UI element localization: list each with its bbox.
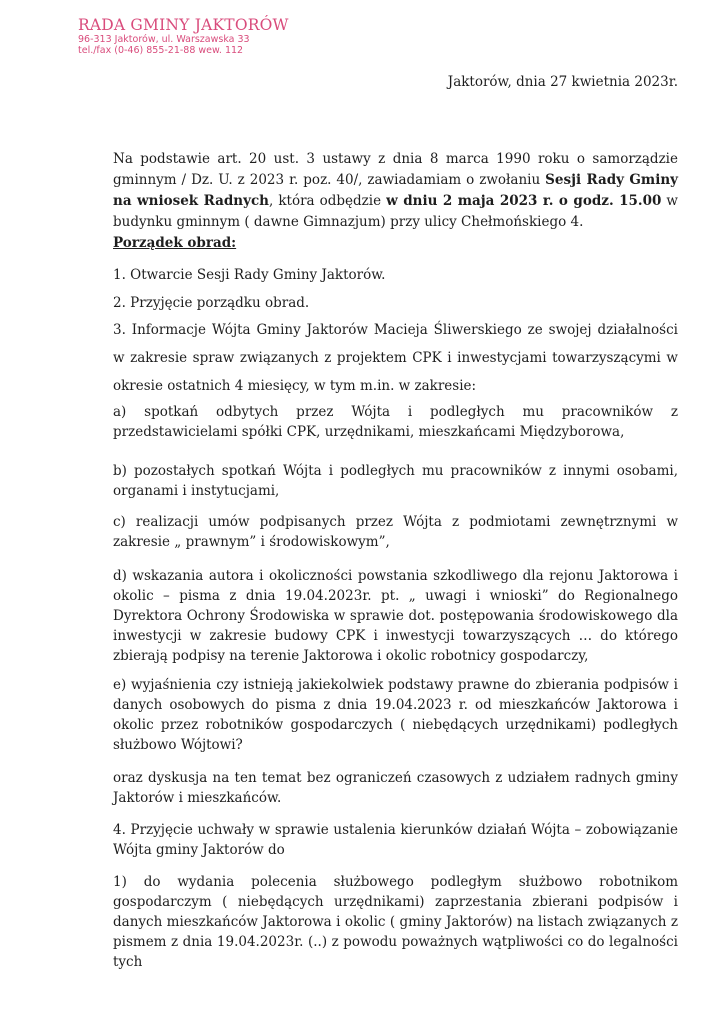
agenda-item-4: 4. Przyjęcie uchwały w sprawie ustalenia kierunków działań Wójta – zobowiązanie Wójta gminy Jaktorów do [113,822,678,858]
agenda-heading: Porządek obrad: [113,235,237,251]
org-name: RADA GMINY JAKTORÓW [78,16,289,34]
agenda-discussion: oraz dyskusja na ten temat bez ograniczeń czasowych z udziałem radnych gminy Jaktorów i mieszkańców. [113,770,678,806]
intro-block [113,149,678,254]
org-address: 96-313 Jaktorów, ul. Warszawska 33 [78,33,250,45]
agenda-item-1: 1. Otwarcie Sesji Rady Gminy Jaktorów. [113,267,386,283]
letterhead-stamp [78,17,289,57]
agenda-item-3c: c) realizacji umów podpisanych przez Wójta z podmiotami zewnętrznymi w zakresie „ prawnym” i środowiskowym”, [113,514,678,550]
agenda-item-3e: e) wyjaśnienia czy istnieją jakiekolwiek podstawy prawne do zbierania podpisów i danych osobowych do pisma z dnia 19.04.2023 r. od mieszkańców Jaktorowa i okolic przez robotników gospodarczych ( niebędących urzędnikami) podległych służbowo Wójtowi? [113,677,678,753]
intro-text: w budynku gminnym ( dawne Gimnazjum) przy ulicy Chełmońskiego 4. [113,193,678,230]
agenda-item-3b: b) pozostałych spotkań Wójta i podległych mu pracowników z innymi osobami, organami i instytucjami, [113,463,678,499]
agenda-item-2: 2. Przyjęcie porządku obrad. [113,295,310,311]
date-line: Jaktorów, dnia 27 kwietnia 2023r. [447,74,678,90]
agenda-item-3a: a) spotkań odbytych przez Wójta i podległych mu pracowników z przedstawicielami spółki CPK, urzędnikami, mieszkańcami Międzyborowa, [113,404,678,440]
session-datetime: w dniu 2 maja 2023 r. o godz. 15.00 [386,193,662,209]
intro-paragraph [113,149,678,233]
org-phone: tel./fax (0-46) 855-21-88 wew. 112 [78,44,244,56]
agenda-item-3d: d) wskazania autora i okoliczności powstania szkodliwego dla rejonu Jaktorowa i okolic – pisma z dnia 19.04.2023r. pt. „ uwagi i wnioski” do Regionalnego Dyrektora Ochrony Środowiska w sprawie dot. postępowania środowiskowego dla inwestycji w zakresie budowy CPK i inwestycji towarzyszących … do którego zbierają podpisy na terenie Jaktorowa i okolic robotnicy gospodarczy, [113,568,678,664]
agenda-item-4-1: 1) do wydania polecenia służbowego podległym służbowo robotnikom gospodarczym ( niebędących urzędnikami) zaprzestania zbierani podpisów i danych mieszkańców Jaktorowa i okolic ( gminy Jaktorów) na listach związanych z pismem z dnia 19.04.2023r. (..) z powodu poważnych wątpliwości co do legalności tych [113,874,678,970]
session-name: Sesji Rady Gminy na wniosek Radnych [113,172,679,209]
agenda-item-3: 3. Informacje Wójta Gminy Jaktorów Macieja Śliwerskiego ze swojej działalności w zakresie spraw związanych z projektem CPK i inwestycjami towarzyszącymi w okresie ostatnich 4 miesięcy, w tym m.in. w zakresie: [113,322,678,394]
intro-text: , która odbędzie [269,193,387,209]
intro-text: Na podstawie art. 20 ust. 3 ustawy z dnia 8 marca 1990 roku o samorządzie gminnym / Dz. U. z 2023 r. poz. 40/, zawiadamiam o zwołaniu [113,151,678,188]
